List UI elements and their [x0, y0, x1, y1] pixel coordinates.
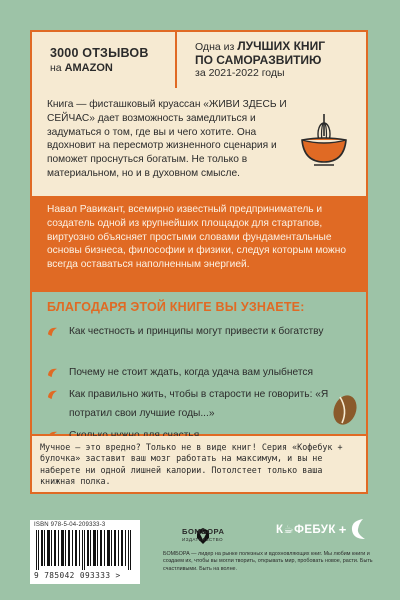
barcode-digits: 9 785042 093333 >	[34, 571, 121, 580]
learn-title: БЛАГОДАРЯ ЭТОЙ КНИГЕ ВЫ УЗНАЕТЕ:	[47, 300, 305, 314]
best-highlight-2: ПО САМОРАЗВИТИЮ	[195, 53, 322, 67]
publisher-description: БОМБОРА — лидер на рынке полезных и вдохновляющих книг. Мы любим книги и создаем их, чтобы вы могли творить, открывать мир, пробовать новое, расти. Быть счастливыми. Быть на волне.	[163, 551, 373, 572]
series-plus: +	[338, 521, 347, 537]
intro-paragraph: Книга — фисташковый круассан «ЖИВИ ЗДЕСЬ И СЕЙЧАС» дает возможность замедлиться и задуматься о том, где вы и чего хотите. Она вдохновит на пересмотр жизненного сценария и поможет проснуться богатым. Не только в материальном, но и в духовном смысле.	[47, 99, 287, 179]
top-info-box	[30, 30, 368, 90]
coffee-bean-icon	[330, 392, 360, 428]
list-item: Почему не стоит ждать, когда удача вам улыбнется	[47, 363, 367, 382]
publisher-name: БОМБОРА	[182, 527, 225, 536]
whisk-bowl-icon	[294, 110, 354, 166]
learn-list	[47, 322, 367, 445]
barcode-icon	[34, 530, 134, 570]
barcode-block	[30, 520, 140, 584]
croissant-bullet-icon	[47, 367, 58, 378]
series-name: К☕ФЕБУК	[276, 524, 336, 536]
reviews-block	[32, 32, 177, 88]
series-promo-text: Мучное — это вредно? Только не в виде книг! Серия «Кофебук + булочка» заставит ваш мозг работать на максимум, и вы не наберете ни одной лишней калории. Потолстеет только ваша книжная полка.	[40, 442, 343, 486]
series-promo-box	[30, 436, 368, 494]
reviews-count: 3000 ОТЗЫВОВ	[50, 46, 149, 60]
best-books-block	[177, 32, 366, 88]
reviews-prefix: на	[50, 62, 62, 74]
author-paragraph: Навал Равикант, всемирно известный предприниматель и создатель одной из крупнейших площадок для стартапов, виртуозно объясняет простыми словами фундаментальные основы бизнеса, философии и физики, следуя которым можно всегда оставаться наполненным энергией.	[47, 204, 347, 271]
list-item: Как правильно жить, чтобы в старости не говорить: «Я потратил свои лучшие годы...»	[47, 385, 332, 423]
best-prefix: Одна из	[195, 41, 235, 53]
isbn-label: ISBN 978-5-04-209333-3	[34, 522, 106, 528]
croissant-bullet-icon	[47, 389, 58, 400]
best-highlight-1: ЛУЧШИХ КНИГ	[237, 39, 325, 53]
best-years: за 2021-2022 годы	[195, 67, 285, 79]
list-item: Как честность и принципы могут привести к богатству	[47, 322, 367, 360]
publisher-sub: ИЗДАТЕЛЬСТВО	[182, 537, 223, 542]
croissant-icon	[349, 518, 369, 540]
reviews-source: AMAZON	[64, 62, 113, 74]
series-logo	[276, 516, 386, 542]
croissant-bullet-icon	[47, 326, 58, 337]
